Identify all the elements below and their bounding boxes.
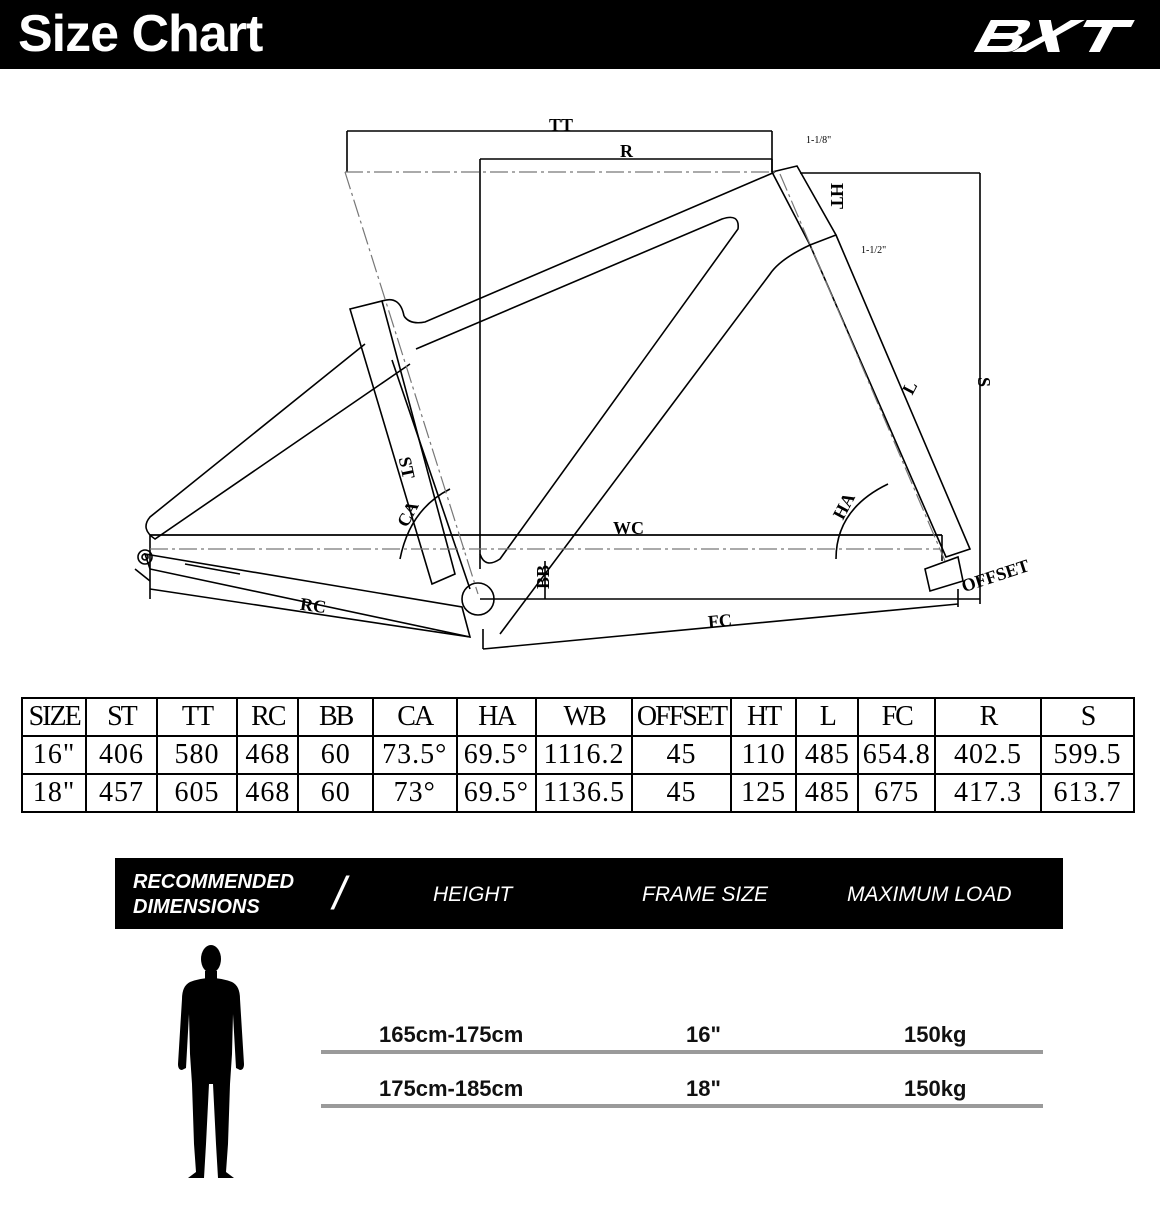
table-cell: 406 — [86, 736, 156, 774]
header-cell: HT — [731, 698, 796, 736]
max-load-value: 150kg — [904, 1022, 967, 1047]
header-cell: WB — [536, 698, 632, 736]
table-cell: 675 — [858, 774, 935, 812]
header-bar — [0, 0, 1160, 69]
geometry-spec-table — [21, 697, 1135, 813]
label-l: L — [897, 377, 922, 398]
table-cell: 73.5° — [373, 736, 457, 774]
label-ht: HT — [827, 183, 847, 210]
recommendation-row — [321, 1074, 1043, 1108]
table-header-row — [22, 698, 1134, 736]
recommended-header-band — [115, 858, 1063, 929]
label-r: R — [620, 141, 633, 161]
brand-logo — [964, 14, 1148, 58]
table-cell: 468 — [237, 774, 298, 812]
header-slash: / — [333, 867, 346, 919]
header-cell: S — [1041, 698, 1134, 736]
table-cell: 16" — [22, 736, 86, 774]
table-cell: 18" — [22, 774, 86, 812]
height-range: 165cm-175cm — [379, 1022, 524, 1047]
max-load-value: 150kg — [904, 1076, 967, 1101]
height-column-header: HEIGHT — [433, 883, 513, 906]
label-rc: RC — [298, 593, 328, 618]
frame-size-value: 16" — [686, 1022, 721, 1047]
header-cell: OFFSET — [632, 698, 731, 736]
table-cell: 69.5° — [457, 774, 537, 812]
recommended-title-line2: DIMENSIONS — [133, 896, 260, 918]
header-cell: ST — [86, 698, 156, 736]
bb-dimension-line — [480, 561, 980, 599]
header-cell: RC — [237, 698, 298, 736]
label-fc: FC — [707, 609, 733, 632]
seat-tube — [350, 301, 455, 584]
label-ca: CA — [392, 497, 423, 531]
header-cell: SIZE — [22, 698, 86, 736]
table-cell: 417.3 — [935, 774, 1041, 812]
table-cell: 402.5 — [935, 736, 1041, 774]
recommended-title-line1: RECOMMENDED — [133, 871, 295, 893]
label-bb: BB — [533, 564, 553, 589]
table-cell: 654.8 — [858, 736, 935, 774]
header-cell: CA — [373, 698, 457, 736]
label-ha: HA — [828, 489, 860, 523]
table-cell: 1136.5 — [536, 774, 632, 812]
frame-size-value: 18" — [686, 1076, 721, 1101]
table-cell: 605 — [157, 774, 238, 812]
frame-size-column-header: FRAME SIZE — [642, 883, 769, 906]
label-tt: TT — [549, 115, 574, 135]
frame-geometry-diagram — [0, 69, 1160, 689]
maximum-load-column-header: MAXIMUM LOAD — [847, 883, 1012, 906]
label-st: ST — [394, 454, 419, 481]
label-wc: WC — [613, 518, 644, 538]
recommendation-row — [321, 1020, 1043, 1054]
top-tube — [404, 172, 775, 323]
r-dimension-line — [480, 159, 772, 569]
table-cell: 485 — [796, 736, 858, 774]
page-title: Size Chart — [18, 5, 263, 63]
table-cell: 73° — [373, 774, 457, 812]
table-cell: 580 — [157, 736, 238, 774]
recommended-title — [133, 870, 294, 920]
height-range: 175cm-185cm — [379, 1076, 524, 1101]
header-cell: FC — [858, 698, 935, 736]
table-cell: 60 — [298, 774, 372, 812]
table-cell: 485 — [796, 774, 858, 812]
down-tube — [416, 217, 738, 563]
table-cell: 45 — [632, 736, 731, 774]
table-row — [22, 736, 1134, 774]
table-cell: 125 — [731, 774, 796, 812]
table-cell: 1116.2 — [536, 736, 632, 774]
table-cell: 110 — [731, 736, 796, 774]
header-cell: L — [796, 698, 858, 736]
header-cell: R — [935, 698, 1041, 736]
table-cell: 60 — [298, 736, 372, 774]
label-offset: OFFSET — [958, 555, 1032, 597]
tt-dimension-line — [347, 131, 772, 172]
table-cell: 613.7 — [1041, 774, 1134, 812]
label-s: S — [974, 377, 994, 388]
label-headset-top: 1-1/8" — [806, 135, 832, 146]
label-headset-bottom: 1-1/2" — [861, 245, 887, 256]
seat-stay — [146, 344, 410, 539]
table-row — [22, 774, 1134, 812]
table-cell: 45 — [632, 774, 731, 812]
header-cell: TT — [157, 698, 238, 736]
table-cell: 457 — [86, 774, 156, 812]
person-silhouette-icon — [176, 944, 246, 1179]
fork-dropout — [925, 557, 963, 591]
header-cell: BB — [298, 698, 372, 736]
header-cell: HA — [457, 698, 537, 736]
table-cell: 69.5° — [457, 736, 537, 774]
table-cell: 599.5 — [1041, 736, 1134, 774]
table-cell: 468 — [237, 736, 298, 774]
